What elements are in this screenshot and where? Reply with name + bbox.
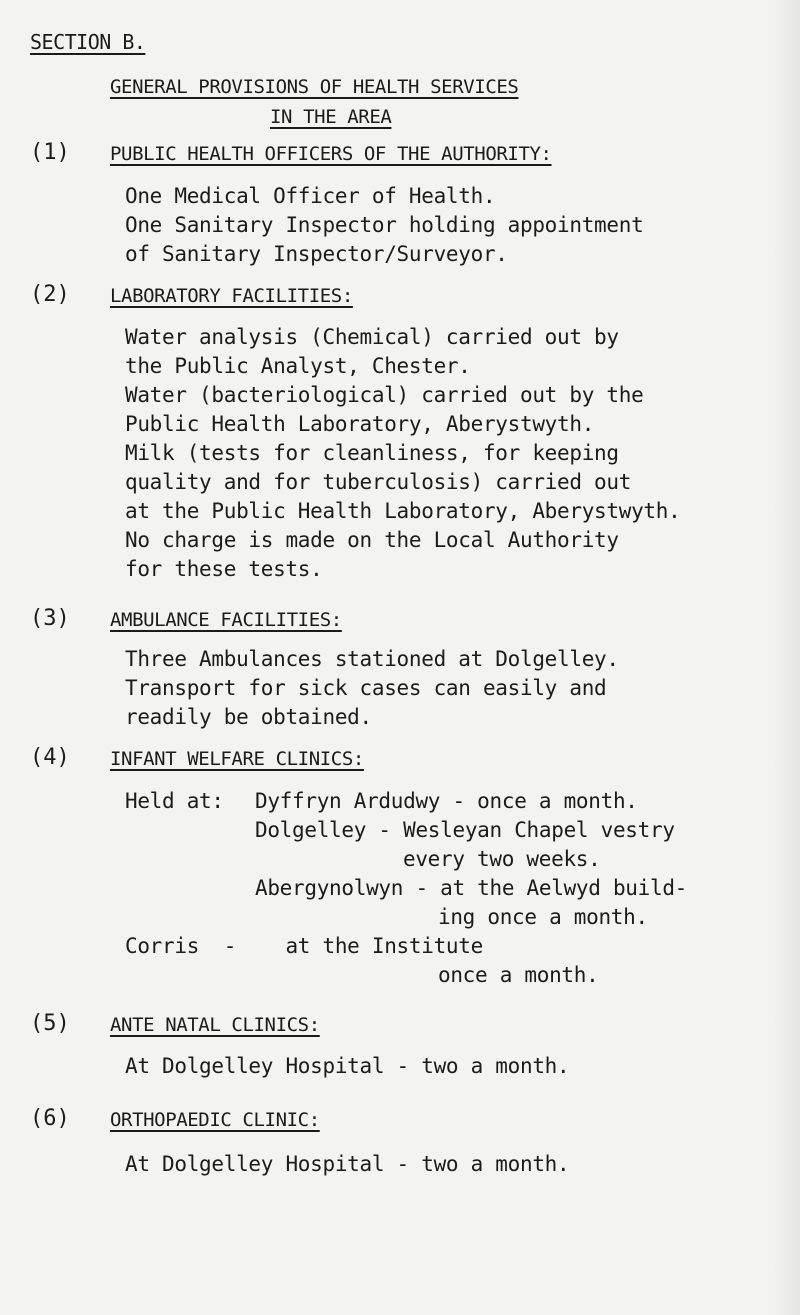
body-line: No charge is made on the Local Authority: [125, 528, 619, 552]
section-2-body: [125, 323, 680, 584]
section-2-number: (2): [30, 282, 70, 307]
body-line: One Medical Officer of Health.: [125, 184, 496, 208]
section-5-number: (5): [30, 1011, 70, 1036]
section-5-heading: ANTE NATAL CLINICS:: [110, 1014, 320, 1036]
clinic-line: every two weeks.: [403, 847, 601, 871]
section-1-heading: PUBLIC HEALTH OFFICERS OF THE AUTHORITY:: [110, 143, 552, 165]
clinic-line: ing once a month.: [438, 905, 648, 929]
section-label: SECTION B.: [30, 30, 146, 54]
clinic-line: Dyffryn Ardudwy - once a month.: [255, 789, 638, 813]
body-line: the Public Analyst, Chester.: [125, 354, 471, 378]
section-3-heading: AMBULANCE FACILITIES:: [110, 609, 342, 631]
section-4-heading: INFANT WELFARE CLINICS:: [110, 748, 364, 770]
document-title-line1: GENERAL PROVISIONS OF HEALTH SERVICES: [110, 76, 519, 98]
clinic-line: once a month.: [438, 963, 599, 987]
section-4-number: (4): [30, 745, 70, 770]
section-6-heading: ORTHOPAEDIC CLINIC:: [110, 1109, 320, 1131]
body-line: Transport for sick cases can easily and: [125, 676, 607, 700]
body-line: at the Public Health Laboratory, Aberystwyth.: [125, 499, 681, 523]
document-title-line2: IN THE AREA: [270, 106, 392, 128]
body-line: for these tests.: [125, 557, 323, 581]
body-line: Milk (tests for cleanliness, for keeping: [125, 441, 619, 465]
section-5-body: At Dolgelley Hospital - two a month.: [125, 1054, 570, 1078]
body-line: quality and for tuberculosis) carried out: [125, 470, 632, 494]
body-line: of Sanitary Inspector/Surveyor.: [125, 242, 508, 266]
body-line: Public Health Laboratory, Aberystwyth.: [125, 412, 595, 436]
section-3-number: (3): [30, 606, 70, 631]
clinic-line: Corris - at the Institute: [125, 934, 483, 958]
section-2-heading: LABORATORY FACILITIES:: [110, 285, 353, 307]
body-line: Water (bacteriological) carried out by the: [125, 383, 644, 407]
clinic-list: [255, 787, 687, 932]
clinic-line: Abergynolwyn - at the Aelwyd build-: [255, 876, 688, 900]
section-6-body: At Dolgelley Hospital - two a month.: [125, 1152, 570, 1176]
section-1-number: (1): [30, 140, 70, 165]
section-1-body: [125, 182, 643, 269]
page-edge-shadow: [772, 0, 800, 1315]
section-3-body: [125, 645, 619, 732]
clinic-line: Dolgelley - Wesleyan Chapel vestry: [255, 818, 675, 842]
body-line: One Sanitary Inspector holding appointment: [125, 213, 644, 237]
body-line: readily be obtained.: [125, 705, 372, 729]
body-line: Three Ambulances stationed at Dolgelley.: [125, 647, 619, 671]
body-line: Water analysis (Chemical) carried out by: [125, 325, 619, 349]
section-6-number: (6): [30, 1106, 70, 1131]
held-at-label: Held at:: [125, 789, 224, 813]
